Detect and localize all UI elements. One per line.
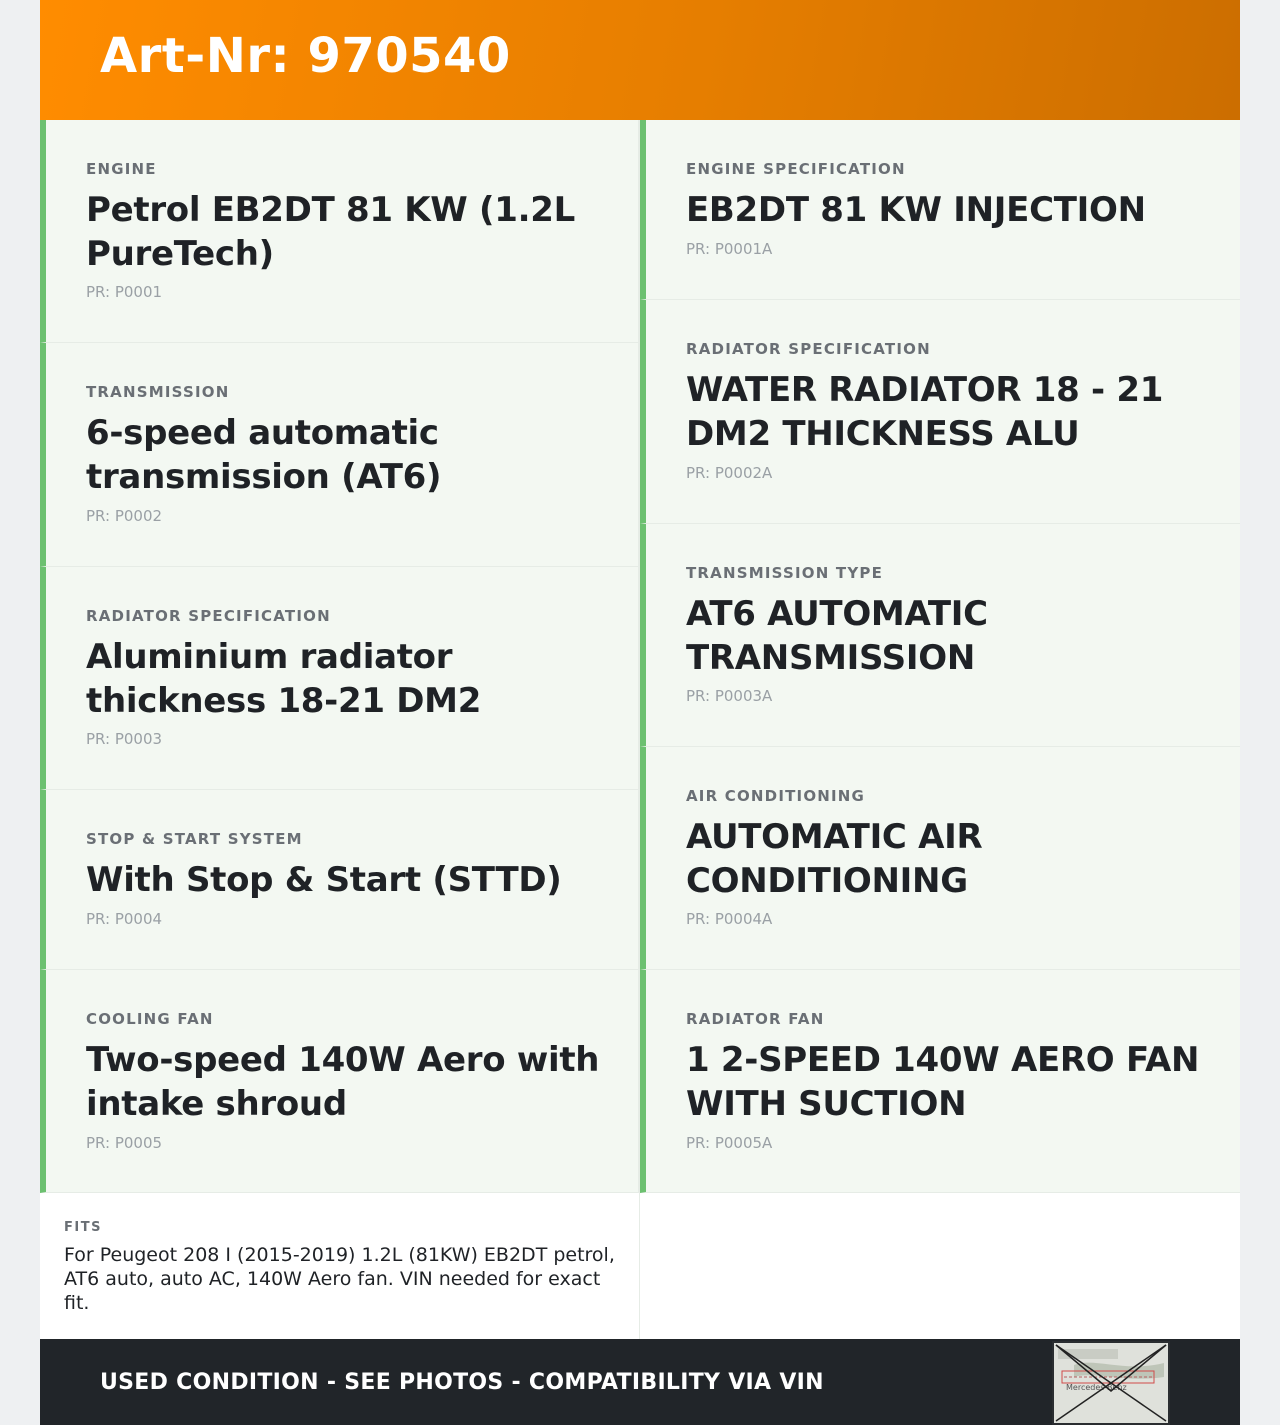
spec-label: STOP & START SYSTEM <box>86 830 303 848</box>
spec-card-radiator <box>40 567 640 790</box>
spec-pr-code: PR: P0002 <box>86 507 163 525</box>
spec-value: AUTOMATIC AIR CONDITIONING <box>686 817 983 901</box>
spec-pr-code: PR: P0001A <box>686 240 773 258</box>
label-photo-icon[interactable] <box>1052 1341 1170 1425</box>
spec-value: Two-speed 140W Aero with intake shroud <box>86 1040 600 1124</box>
fits-label: FITS <box>64 1220 102 1235</box>
spec-card-engine <box>40 120 640 343</box>
condition-notice: USED CONDITION - SEE PHOTOS - COMPATIBILITY VIA VIN <box>100 1370 824 1395</box>
spec-value: AT6 AUTOMATIC TRANSMISSION <box>686 594 988 678</box>
spec-pr-code: PR: P0005 <box>86 1134 163 1152</box>
spec-pr-code: PR: P0003 <box>86 730 163 748</box>
label-photo-graphic <box>1054 1343 1168 1423</box>
spec-value: EB2DT 81 KW INJECTION <box>686 190 1146 230</box>
fits-section <box>40 1193 640 1339</box>
spec-label: RADIATOR FAN <box>686 1010 825 1028</box>
spec-label: COOLING FAN <box>86 1010 214 1028</box>
spec-pr-code: PR: P0004 <box>86 910 163 928</box>
label-photo-stamp-text: Mercedes-Benz <box>1066 1383 1127 1392</box>
spec-pr-code: PR: P0001 <box>86 283 163 301</box>
spec-card-cooling-fan <box>40 970 640 1193</box>
spec-label: AIR CONDITIONING <box>686 787 866 805</box>
spec-value: Petrol EB2DT 81 KW (1.2L PureTech) <box>86 190 575 274</box>
spec-card-transmission-type <box>640 524 1240 747</box>
spec-card-air-conditioning <box>640 747 1240 970</box>
spec-label: RADIATOR SPECIFICATION <box>686 340 931 358</box>
page-title: Art-Nr: 970540 <box>100 28 511 84</box>
spec-card-engine-specification <box>640 120 1240 300</box>
spec-pr-code: PR: P0004A <box>686 910 773 928</box>
spec-label: RADIATOR SPECIFICATION <box>86 607 331 625</box>
spec-card-stop-start <box>40 790 640 970</box>
header-banner <box>40 0 1240 120</box>
spec-value: Aluminium radiator thickness 18-21 DM2 <box>86 637 482 721</box>
spec-label: TRANSMISSION <box>86 383 230 401</box>
spec-value: 6-speed automatic transmission (AT6) <box>86 413 442 497</box>
spec-pr-code: PR: P0005A <box>686 1134 773 1152</box>
spec-label: TRANSMISSION TYPE <box>686 564 884 582</box>
spec-label: ENGINE SPECIFICATION <box>686 160 906 178</box>
spec-value: With Stop & Start (STTD) <box>86 860 562 900</box>
spec-pr-code: PR: P0002A <box>686 464 773 482</box>
spec-label: ENGINE <box>86 160 157 178</box>
spec-card-radiator-specification <box>640 300 1240 524</box>
spec-sheet <box>40 0 1240 1425</box>
spec-card-radiator-fan <box>640 970 1240 1193</box>
spec-value: 1 2-SPEED 140W AERO FAN WITH SUCTION <box>686 1040 1200 1124</box>
spec-value: WATER RADIATOR 18 - 21 DM2 THICKNESS ALU <box>686 370 1164 454</box>
fits-description: For Peugeot 208 I (2015-2019) 1.2L (81KW) EB2DT petrol, AT6 auto, auto AC, 140W Aero fan. VIN needed for exact fit. <box>64 1244 615 1314</box>
spec-card-transmission <box>40 343 640 567</box>
spec-pr-code: PR: P0003A <box>686 687 773 705</box>
